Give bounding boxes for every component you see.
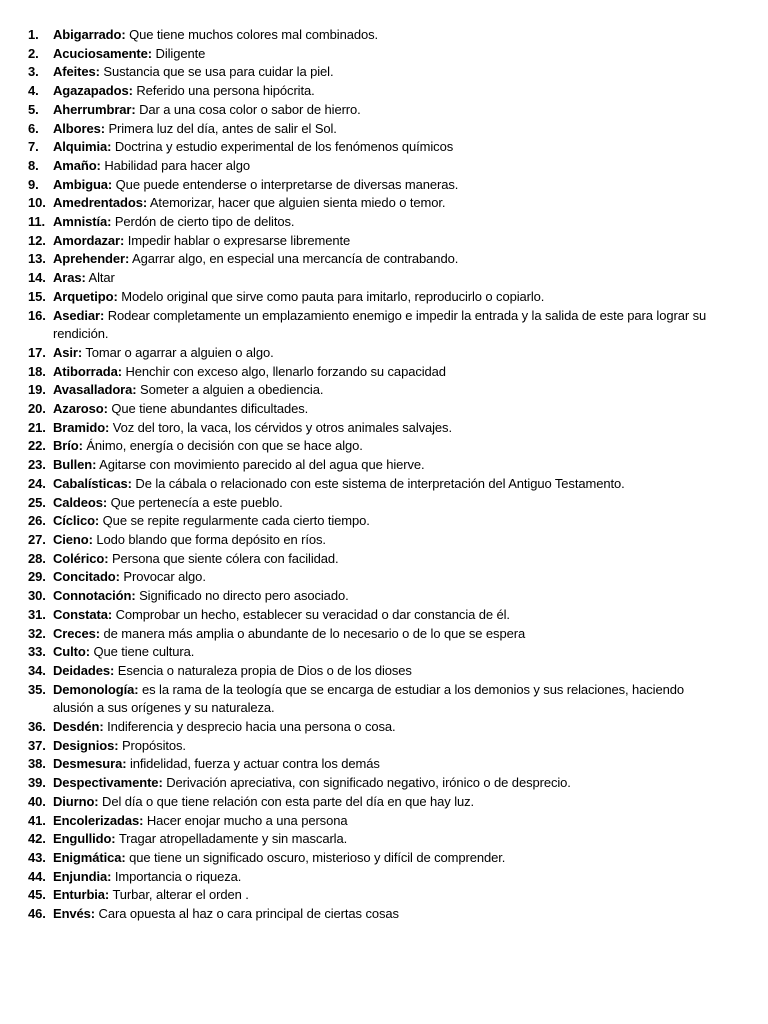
entry-definition: Habilidad para hacer algo bbox=[104, 157, 250, 173]
entry-term: Desdén: bbox=[53, 719, 104, 735]
entry-body bbox=[53, 26, 718, 45]
entry-number: 4. bbox=[28, 83, 39, 99]
entry-body bbox=[53, 400, 718, 419]
entry-number: 29. bbox=[28, 569, 46, 585]
glossary-entry bbox=[28, 307, 718, 344]
glossary-entry bbox=[28, 793, 718, 812]
entry-body bbox=[53, 812, 718, 831]
entry-number: 32. bbox=[28, 625, 46, 641]
entry-body bbox=[53, 475, 718, 494]
entry-body bbox=[53, 494, 718, 513]
entry-number: 16. bbox=[28, 307, 46, 323]
entry-number: 14. bbox=[28, 270, 46, 286]
entry-body bbox=[53, 381, 718, 400]
entry-term: Acuciosamente: bbox=[53, 45, 153, 61]
entry-number: 13. bbox=[28, 251, 46, 267]
entry-definition: Voz del toro, la vaca, los cérvidos y otros animales salvajes. bbox=[112, 419, 452, 435]
entry-term: Atiborrada: bbox=[53, 363, 122, 379]
entry-term: Despectivamente: bbox=[53, 775, 163, 791]
entry-definition: Perdón de cierto tipo de delitos. bbox=[114, 214, 295, 230]
entry-definition: Lodo blando que forma depósito en ríos. bbox=[96, 531, 326, 547]
glossary-entry bbox=[28, 288, 718, 307]
entry-term: Aprehender: bbox=[53, 251, 130, 267]
entry-term: Constata: bbox=[53, 606, 113, 622]
entry-number: 28. bbox=[28, 550, 46, 566]
glossary-entry bbox=[28, 82, 718, 101]
entry-body bbox=[53, 793, 718, 812]
glossary-entry bbox=[28, 587, 718, 606]
entry-number: 11. bbox=[28, 214, 46, 230]
entry-body bbox=[53, 681, 718, 718]
entry-term: Asir: bbox=[53, 344, 83, 360]
entry-definition: Que tiene cultura. bbox=[93, 644, 195, 660]
entry-definition: Que tiene abundantes dificultades. bbox=[111, 401, 309, 417]
entry-definition: De la cábala o relacionado con este sistema de interpretación del Antiguo Testamento. bbox=[135, 475, 625, 491]
entry-number: 22. bbox=[28, 438, 46, 454]
entry-body bbox=[53, 625, 718, 644]
entry-body bbox=[53, 250, 718, 269]
entry-body bbox=[53, 718, 718, 737]
entry-term: Colérico: bbox=[53, 550, 109, 566]
entry-term: Connotación: bbox=[53, 588, 136, 604]
entry-number: 1. bbox=[28, 27, 39, 42]
entry-body bbox=[53, 157, 718, 176]
entry-definition: Que puede entenderse o interpretarse de diversas maneras. bbox=[115, 176, 459, 192]
glossary-entry bbox=[28, 120, 718, 139]
entry-body bbox=[53, 568, 718, 587]
entry-number: 37. bbox=[28, 737, 46, 753]
entry-definition: Doctrina y estudio experimental de los fenómenos químicos bbox=[114, 139, 454, 155]
entry-body bbox=[53, 587, 718, 606]
glossary-entry bbox=[28, 886, 718, 905]
entry-number: 43. bbox=[28, 849, 46, 865]
entry-body bbox=[53, 45, 718, 64]
entry-definition: Del día o que tiene relación con esta parte del día en que hay luz. bbox=[102, 793, 475, 809]
entry-body bbox=[53, 550, 718, 569]
entry-definition: Ánimo, energía o decisión con que se hace algo. bbox=[86, 438, 363, 454]
glossary-entry bbox=[28, 176, 718, 195]
glossary-list bbox=[28, 26, 718, 924]
entry-number: 27. bbox=[28, 531, 46, 547]
glossary-entry bbox=[28, 269, 718, 288]
entry-definition: Atemorizar, hacer que alguien sienta miedo o temor. bbox=[149, 195, 446, 211]
entry-term: Azaroso: bbox=[53, 401, 108, 417]
entry-definition: Primera luz del día, antes de salir el Sol. bbox=[108, 120, 337, 136]
entry-body bbox=[53, 138, 718, 157]
entry-term: Brío: bbox=[53, 438, 83, 454]
entry-term: Demonología: bbox=[53, 681, 139, 697]
entry-body bbox=[53, 269, 718, 288]
entry-term: Diurno: bbox=[53, 793, 99, 809]
entry-definition: Agarrar algo, en especial una mercancía de contrabando. bbox=[132, 251, 459, 267]
entry-number: 45. bbox=[28, 887, 46, 903]
entry-number: 17. bbox=[28, 344, 46, 360]
entry-number: 21. bbox=[28, 419, 46, 435]
entry-body bbox=[53, 512, 718, 531]
glossary-entry bbox=[28, 568, 718, 587]
entry-body bbox=[53, 232, 718, 251]
entry-term: Cabalísticas: bbox=[53, 475, 132, 491]
glossary-entry bbox=[28, 494, 718, 513]
glossary-entry bbox=[28, 26, 718, 45]
entry-definition: Diligente bbox=[155, 45, 206, 61]
entry-body bbox=[53, 194, 718, 213]
entry-number: 18. bbox=[28, 363, 46, 379]
entry-body bbox=[53, 830, 718, 849]
entry-term: Bullen: bbox=[53, 457, 97, 473]
entry-term: Arquetipo: bbox=[53, 288, 118, 304]
glossary-entry bbox=[28, 138, 718, 157]
entry-term: Amedrentados: bbox=[53, 195, 148, 211]
entry-body bbox=[53, 213, 718, 232]
glossary-entry bbox=[28, 419, 718, 438]
glossary-entry bbox=[28, 381, 718, 400]
entry-number: 26. bbox=[28, 513, 46, 529]
glossary-entry bbox=[28, 662, 718, 681]
entry-definition: es la rama de la teología que se encarga de estudiar a los demonios y sus relaciones, haciendo alusión a sus orígenes y su naturaleza. bbox=[53, 681, 684, 716]
entry-body bbox=[53, 307, 718, 344]
entry-term: Amordazar: bbox=[53, 232, 125, 248]
entry-term: Deidades: bbox=[53, 662, 115, 678]
entry-number: 19. bbox=[28, 382, 46, 398]
entry-term: Alquimia: bbox=[53, 139, 112, 155]
entry-definition: Impedir hablar o expresarse libremente bbox=[127, 232, 351, 248]
entry-definition: Turbar, alterar el orden . bbox=[112, 887, 249, 903]
entry-body bbox=[53, 419, 718, 438]
entry-term: Enigmática: bbox=[53, 849, 126, 865]
glossary-entry bbox=[28, 868, 718, 887]
entry-definition: Derivación apreciativa, con significado negativo, irónico o de desprecio. bbox=[166, 775, 571, 791]
entry-term: Encolerizadas: bbox=[53, 812, 144, 828]
glossary-entry bbox=[28, 232, 718, 251]
entry-term: Creces: bbox=[53, 625, 100, 641]
entry-body bbox=[53, 905, 718, 924]
entry-term: Cieno: bbox=[53, 531, 93, 547]
glossary-entry bbox=[28, 213, 718, 232]
entry-definition: Rodear completamente un emplazamiento enemigo e impedir la entrada y la salida de este para lograr su rendición. bbox=[53, 307, 707, 342]
entry-number: 6. bbox=[28, 120, 39, 136]
entry-number: 44. bbox=[28, 868, 46, 884]
glossary-entry bbox=[28, 512, 718, 531]
glossary-entry bbox=[28, 849, 718, 868]
glossary-entry bbox=[28, 718, 718, 737]
entry-number: 30. bbox=[28, 588, 46, 604]
entry-number: 34. bbox=[28, 662, 46, 678]
glossary-entry bbox=[28, 194, 718, 213]
entry-definition: Modelo original que sirve como pauta para imitarlo, reproducirlo o copiarlo. bbox=[121, 288, 545, 304]
entry-definition: Propósitos. bbox=[121, 737, 186, 753]
glossary-entry bbox=[28, 250, 718, 269]
entry-body bbox=[53, 101, 718, 120]
glossary-entry bbox=[28, 681, 718, 718]
entry-number: 41. bbox=[28, 812, 46, 828]
entry-number: 12. bbox=[28, 232, 46, 248]
entry-definition: Que se repite regularmente cada cierto tiempo. bbox=[102, 513, 370, 529]
entry-term: Amnistía: bbox=[53, 214, 112, 230]
entry-body bbox=[53, 82, 718, 101]
glossary-entry bbox=[28, 475, 718, 494]
entry-term: Avasalladora: bbox=[53, 382, 137, 398]
entry-definition: Agitarse con movimiento parecido al del agua que hierve. bbox=[99, 457, 425, 473]
entry-definition: que tiene un significado oscuro, misterioso y difícil de comprender. bbox=[129, 849, 506, 865]
entry-number: 46. bbox=[28, 906, 46, 922]
entry-term: Designios: bbox=[53, 737, 119, 753]
entry-definition: Comprobar un hecho, establecer su veracidad o dar constancia de él. bbox=[115, 606, 510, 622]
glossary-entry bbox=[28, 550, 718, 569]
entry-body bbox=[53, 363, 718, 382]
entry-term: Abigarrado: bbox=[53, 27, 126, 42]
glossary-entry bbox=[28, 344, 718, 363]
entry-term: Caldeos: bbox=[53, 494, 108, 510]
entry-body bbox=[53, 606, 718, 625]
glossary-entry bbox=[28, 606, 718, 625]
entry-definition: Persona que siente cólera con facilidad. bbox=[111, 550, 339, 566]
glossary-entry bbox=[28, 774, 718, 793]
entry-term: Cíclico: bbox=[53, 513, 100, 529]
entry-number: 24. bbox=[28, 475, 46, 491]
glossary-entry bbox=[28, 101, 718, 120]
entry-number: 33. bbox=[28, 644, 46, 660]
entry-term: Aherrumbrar: bbox=[53, 101, 136, 117]
entry-number: 9. bbox=[28, 176, 39, 192]
entry-body bbox=[53, 176, 718, 195]
entry-definition: Significado no directo pero asociado. bbox=[139, 588, 349, 604]
entry-body bbox=[53, 774, 718, 793]
glossary-entry bbox=[28, 45, 718, 64]
entry-number: 10. bbox=[28, 195, 46, 211]
entry-term: Bramido: bbox=[53, 419, 110, 435]
entry-number: 5. bbox=[28, 101, 39, 117]
entry-term: Ambigua: bbox=[53, 176, 113, 192]
entry-number: 23. bbox=[28, 457, 46, 473]
entry-term: Concitado: bbox=[53, 569, 120, 585]
glossary-entry bbox=[28, 157, 718, 176]
entry-number: 7. bbox=[28, 139, 39, 155]
entry-term: Amaño: bbox=[53, 157, 101, 173]
glossary-entry bbox=[28, 437, 718, 456]
glossary-entry bbox=[28, 812, 718, 831]
entry-number: 25. bbox=[28, 494, 46, 510]
entry-term: Enjundia: bbox=[53, 868, 112, 884]
entry-definition: Indiferencia y desprecio hacia una persona o cosa. bbox=[107, 719, 396, 735]
entry-number: 35. bbox=[28, 681, 46, 697]
entry-definition: infidelidad, fuerza y actuar contra los demás bbox=[129, 756, 380, 772]
entry-definition: Sustancia que se usa para cuidar la piel. bbox=[103, 64, 334, 80]
entry-body bbox=[53, 63, 718, 82]
entry-definition: Tragar atropelladamente y sin mascarla. bbox=[118, 831, 348, 847]
entry-number: 3. bbox=[28, 64, 39, 80]
entry-definition: Que pertenecía a este pueblo. bbox=[110, 494, 283, 510]
entry-definition: Altar bbox=[88, 270, 115, 286]
entry-body bbox=[53, 755, 718, 774]
entry-definition: Someter a alguien a obediencia. bbox=[140, 382, 324, 398]
entry-number: 8. bbox=[28, 157, 39, 173]
glossary-entry bbox=[28, 363, 718, 382]
entry-definition: Importancia o riqueza. bbox=[114, 868, 242, 884]
glossary-entry bbox=[28, 625, 718, 644]
entry-body bbox=[53, 344, 718, 363]
entry-number: 2. bbox=[28, 45, 39, 61]
glossary-entry bbox=[28, 755, 718, 774]
glossary-entry bbox=[28, 63, 718, 82]
entry-body bbox=[53, 456, 718, 475]
entry-definition: Que tiene muchos colores mal combinados. bbox=[129, 27, 378, 42]
glossary-entry bbox=[28, 531, 718, 550]
entry-number: 20. bbox=[28, 401, 46, 417]
entry-definition: Hacer enojar mucho a una persona bbox=[146, 812, 348, 828]
entry-term: Asediar: bbox=[53, 307, 105, 323]
entry-number: 15. bbox=[28, 288, 46, 304]
entry-body bbox=[53, 886, 718, 905]
entry-body bbox=[53, 643, 718, 662]
glossary-entry bbox=[28, 905, 718, 924]
entry-number: 31. bbox=[28, 606, 46, 622]
glossary-entry bbox=[28, 737, 718, 756]
entry-body bbox=[53, 120, 718, 139]
entry-definition: Henchir con exceso algo, llenarlo forzando su capacidad bbox=[125, 363, 446, 379]
entry-body bbox=[53, 737, 718, 756]
entry-term: Agazapados: bbox=[53, 83, 133, 99]
entry-number: 40. bbox=[28, 793, 46, 809]
entry-definition: de manera más amplia o abundante de lo necesario o de lo que se espera bbox=[103, 625, 526, 641]
entry-term: Aras: bbox=[53, 270, 86, 286]
entry-term: Envés: bbox=[53, 906, 96, 922]
entry-definition: Cara opuesta al haz o cara principal de ciertas cosas bbox=[98, 906, 399, 922]
entry-term: Albores: bbox=[53, 120, 105, 136]
entry-body bbox=[53, 288, 718, 307]
entry-number: 36. bbox=[28, 719, 46, 735]
glossary-entry bbox=[28, 830, 718, 849]
glossary-entry bbox=[28, 400, 718, 419]
entry-definition: Referido una persona hipócrita. bbox=[136, 83, 315, 99]
entry-definition: Provocar algo. bbox=[123, 569, 206, 585]
entry-term: Culto: bbox=[53, 644, 90, 660]
glossary-entry bbox=[28, 643, 718, 662]
entry-term: Desmesura: bbox=[53, 756, 127, 772]
entry-term: Engullido: bbox=[53, 831, 116, 847]
entry-term: Afeites: bbox=[53, 64, 100, 80]
entry-body bbox=[53, 849, 718, 868]
entry-number: 39. bbox=[28, 775, 46, 791]
entry-term: Enturbia: bbox=[53, 887, 110, 903]
entry-body bbox=[53, 437, 718, 456]
entry-body bbox=[53, 531, 718, 550]
glossary-entry bbox=[28, 456, 718, 475]
entry-body bbox=[53, 662, 718, 681]
entry-definition: Dar a una cosa color o sabor de hierro. bbox=[139, 101, 361, 117]
entry-number: 42. bbox=[28, 831, 46, 847]
entry-body bbox=[53, 868, 718, 887]
entry-definition: Tomar o agarrar a alguien o algo. bbox=[85, 344, 274, 360]
entry-definition: Esencia o naturaleza propia de Dios o de los dioses bbox=[117, 662, 412, 678]
entry-number: 38. bbox=[28, 756, 46, 772]
